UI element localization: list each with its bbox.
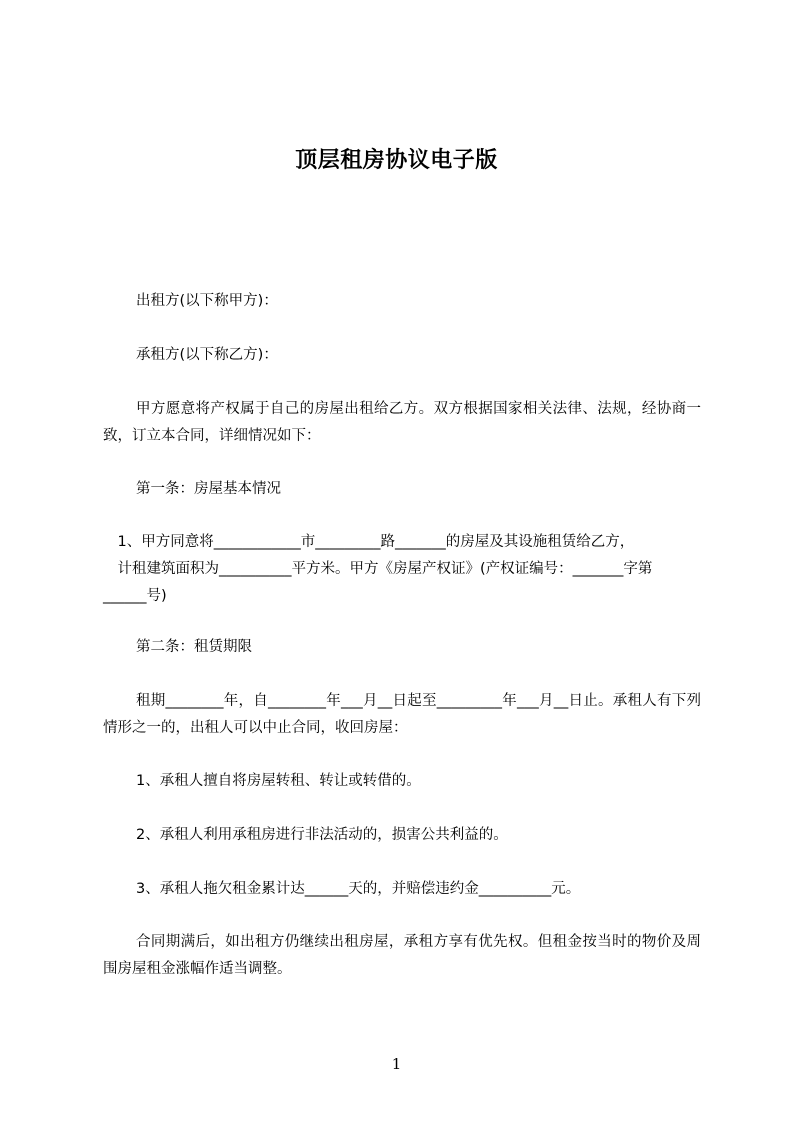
- article-1-item-1-line: 计租建筑面积为__________平方米。甲方《房屋产权证》(产权证编号：_______字第: [103, 561, 653, 577]
- article-1-heading: 第一条：房屋基本情况: [136, 481, 281, 497]
- intro-paragraph: 甲方愿意将产权属于自己的房屋出租给乙方。双方根据国家相关法律、法规，经协商一致，订立本合同，详细情况如下：: [103, 401, 701, 444]
- termination-item-3: 3、承租人拖欠租金累计达______天的，并赔偿违约金__________元。: [136, 881, 581, 897]
- document-title: 顶层租房协议电子版: [295, 148, 498, 173]
- lease-term-paragraph: 租期________年，自________年___月__日起至_________年___月__日止。承租人有下列情形之一的，出租人可以中止合同，收回房屋：: [103, 693, 701, 736]
- article-1-item-1: [103, 529, 703, 610]
- termination-item-1: 1、承租人擅自将房屋转租、转让或转借的。: [136, 773, 421, 789]
- party-b-line: 承租方(以下称乙方)：: [136, 347, 278, 363]
- party-a-line: 出租方(以下称甲方)：: [136, 293, 278, 309]
- renewal-paragraph: 合同期满后，如出租方仍继续出租房屋，承租方享有优先权。但租金按当时的物价及周围房屋租金涨幅作适当调整。: [103, 934, 701, 977]
- article-1-item-1-line: ______号): [103, 588, 167, 604]
- article-2-heading: 第二条：租赁期限: [136, 639, 252, 655]
- article-1-item-1-line: 1、甲方同意将____________市_________路_______的房屋及其设施租赁给乙方，: [103, 534, 635, 550]
- termination-item-2: 2、承租人利用承租房进行非法活动的，损害公共利益的。: [136, 827, 508, 843]
- page-number: 1: [391, 1055, 402, 1073]
